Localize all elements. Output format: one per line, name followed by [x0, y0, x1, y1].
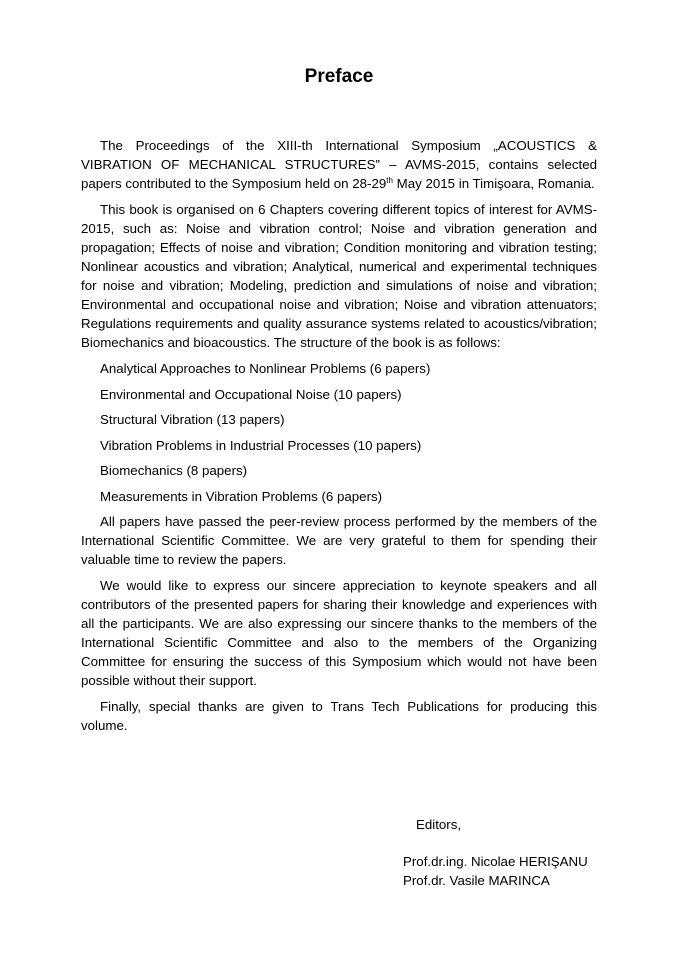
chapter-item-3: Structural Vibration (13 papers) — [100, 412, 285, 427]
paragraph-acknowledgements: We would like to express our sincere appreciation to keynote speakers and all contributors of the presented papers for sharing their knowledge and experiences with all the participants. We are also expressing our sincere thanks to the members of the International Scientific Committee and also to the members of the Organizing Committee for ensuring the success of this Symposium which would not have been possible without their support. — [81, 578, 597, 688]
editor-name-1: Prof.dr.ing. Nicolae HERIŞANU — [403, 854, 588, 869]
chapter-list — [81, 359, 597, 506]
page-title: Preface — [304, 66, 374, 87]
chapter-item-2: Environmental and Occupational Noise (10 papers) — [100, 386, 402, 402]
chapter-item-5: Biomechanics (8 papers) — [100, 463, 248, 478]
paragraph-intro — [81, 136, 597, 193]
chapter-item-1: Analytical Approaches to Nonlinear Problems (6 papers) — [100, 361, 431, 376]
paragraph-publisher-thanks: Finally, special thanks are given to Trans Tech Publications for producing this volume. — [81, 699, 597, 733]
paragraph-intro-text: The Proceedings of the XIII-th International Symposium „ACOUSTICS & VIBRATION OF MECHANICAL STRUCTURES” – AVMS-2015, contains selected papers contributed to the Symposium held on 28-29 — [81, 138, 597, 191]
chapter-item-4: Vibration Problems in Industrial Processes (10 papers) — [100, 437, 422, 453]
ordinal-suffix: th — [386, 176, 393, 185]
paragraph-intro-text-end: May 2015 in Timişoara, Romania. — [392, 176, 595, 191]
editors-label: Editors, — [416, 817, 462, 832]
paragraph-structure: This book is organised on 6 Chapters covering different topics of interest for AVMS-2015, such as: Noise and vibration control; Noise and vibration generation and propagation; Effects of noise and vibration; Condition monitoring and vibration testing; Nonlinear acoustics and vibration; Analytical, numerical and experimental techniques for noise and vibration; Modeling, prediction and simulations of noise and vibration; Environmental and occupational noise and vibration; Noise and vibration attenuators; Regulations requirements and quality assurance systems related to acoustics/vibration; Biomechanics and bioacoustics. The structure of the book is as follows: — [81, 202, 597, 350]
editor-name-2: Prof.dr. Vasile MARINCA — [403, 873, 550, 888]
chapter-item-6: Measurements in Vibration Problems (6 papers) — [100, 488, 383, 504]
paragraph-peer-review: All papers have passed the peer-review process performed by the members of the International Scientific Committee. We are very grateful to them for spending their valuable time to review the papers. — [81, 514, 597, 567]
preface-body — [81, 136, 597, 742]
